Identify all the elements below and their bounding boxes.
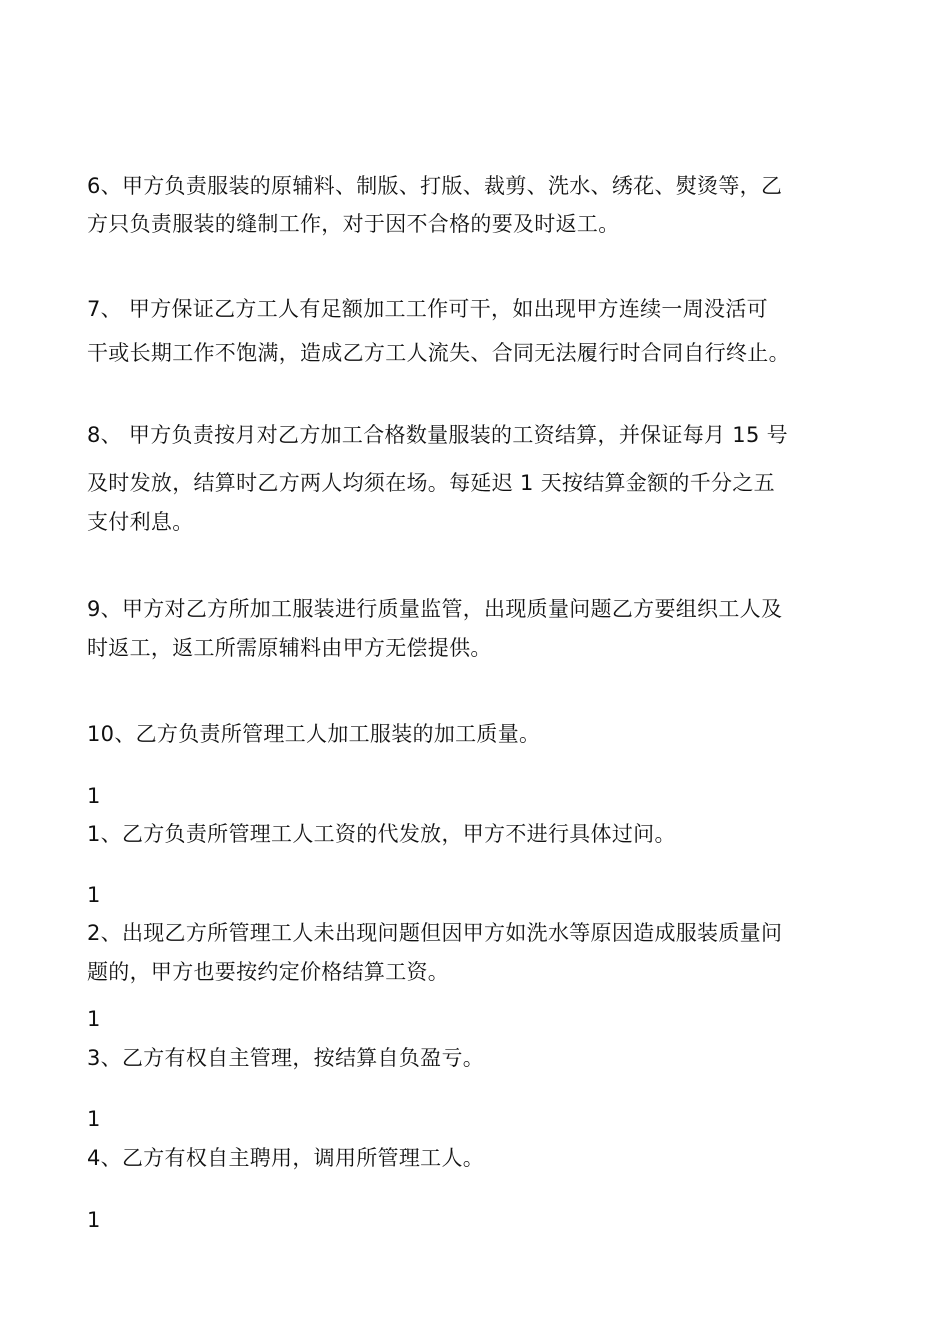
clause-13-line: 3、乙方有权自主管理，按结算自负盈亏。 — [87, 1046, 485, 1070]
clause-13-prefix: 1 — [87, 1007, 101, 1031]
clause-15-prefix: 1 — [87, 1208, 101, 1232]
clause-7-line-2: 干或长期工作不饱满，造成乙方工人流失、合同无法履行时合同自行终止。 — [87, 341, 790, 365]
clause-6-line-1: 6、甲方负责服装的原辅料、制版、打版、裁剪、洗水、绣花、熨烫等，乙 — [87, 174, 783, 198]
clause-12-line-1: 2、出现乙方所管理工人未出现问题但因甲方如洗水等原因造成服装质量问 — [87, 921, 783, 945]
clause-7-line-1: 7、 甲方保证乙方工人有足额加工工作可干，如出现甲方连续一周没活可 — [87, 297, 768, 321]
clause-8-line-1: 8、 甲方负责按月对乙方加工合格数量服装的工资结算，并保证每月 15 号 — [87, 423, 788, 447]
clause-11-prefix: 1 — [87, 784, 101, 808]
clause-12-prefix: 1 — [87, 883, 101, 907]
clause-10-line: 10、乙方负责所管理工人加工服装的加工质量。 — [87, 722, 541, 746]
clause-8-line-2: 及时发放，结算时乙方两人均须在场。每延迟 1 天按结算金额的千分之五 — [87, 471, 775, 495]
clause-11-line: 1、乙方负责所管理工人工资的代发放，甲方不进行具体过问。 — [87, 822, 676, 846]
clause-9-line-1: 9、甲方对乙方所加工服装进行质量监管，出现质量问题乙方要组织工人及 — [87, 597, 783, 621]
clause-9-line-2: 时返工，返工所需原辅料由甲方无偿提供。 — [87, 636, 492, 660]
clause-6-line-2: 方只负责服装的缝制工作，对于因不合格的要及时返工。 — [87, 212, 620, 236]
clause-8-line-3: 支付利息。 — [87, 510, 194, 534]
clause-12-line-2: 题的，甲方也要按约定价格结算工资。 — [87, 960, 450, 984]
clause-14-line: 4、乙方有权自主聘用，调用所管理工人。 — [87, 1146, 485, 1170]
clause-14-prefix: 1 — [87, 1107, 101, 1131]
